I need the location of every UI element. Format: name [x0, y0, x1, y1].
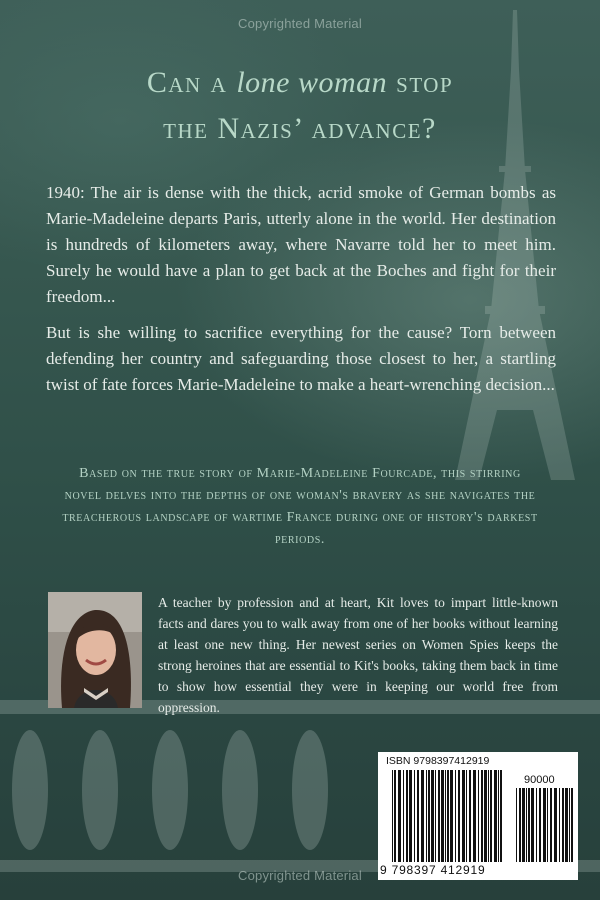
headline-line-2: the Nazis’ advance? — [163, 112, 437, 145]
blurb-paragraph-2: But is she willing to sacrifice everything for the cause? Torn between defending her country and safeguarding those closest to her, a startling twist of fate forces Marie-Madeleine to make a heart-wrenching decision... — [46, 323, 556, 394]
author-bio: A teacher by profession and at heart, Kit loves to impart little-known facts and dares you to walk away from one of her books without learning at least one new thing. Her newest series on Women Spies keeps the strong heroines that are essential to Kit's books, taking them back in time to show how essential they were in keeping our world free from oppression. — [158, 595, 558, 715]
headline — [0, 60, 600, 152]
isbn-label: ISBN 9798397412919 — [386, 755, 490, 767]
copyright-watermark-top: Copyrighted Material — [238, 16, 362, 31]
tagline: Based on the true story of Marie-Madeleine Fourcade, this stirring novel delves into the depths of one woman's bravery as she navigates the treacherous landscape of wartime France during one of history's darkest periods. — [62, 466, 538, 547]
blurb-paragraph-1: 1940: The air is dense with the thick, acrid smoke of German bombs as Marie-Madeleine departs Paris, utterly alone in the world. Her destination is hundreds of kilometers away, where Navarre told her to meet him. Surely he would have a plan to get back at the Boches and fight for their freedom... — [46, 183, 556, 306]
isbn-barcode — [378, 752, 578, 880]
headline-text: stop — [387, 66, 454, 99]
headline-line-1 — [0, 60, 600, 106]
author-portrait-image — [48, 592, 142, 708]
copyright-watermark-bottom: Copyrighted Material — [238, 868, 362, 883]
author-photo — [48, 592, 142, 708]
barcode-bars — [378, 752, 578, 880]
price-code: 90000 — [524, 774, 555, 786]
headline-text: Can a — [146, 66, 237, 99]
isbn-digits: 9 798397 412919 — [380, 863, 486, 877]
headline-italic-text: lone woman — [236, 66, 388, 99]
